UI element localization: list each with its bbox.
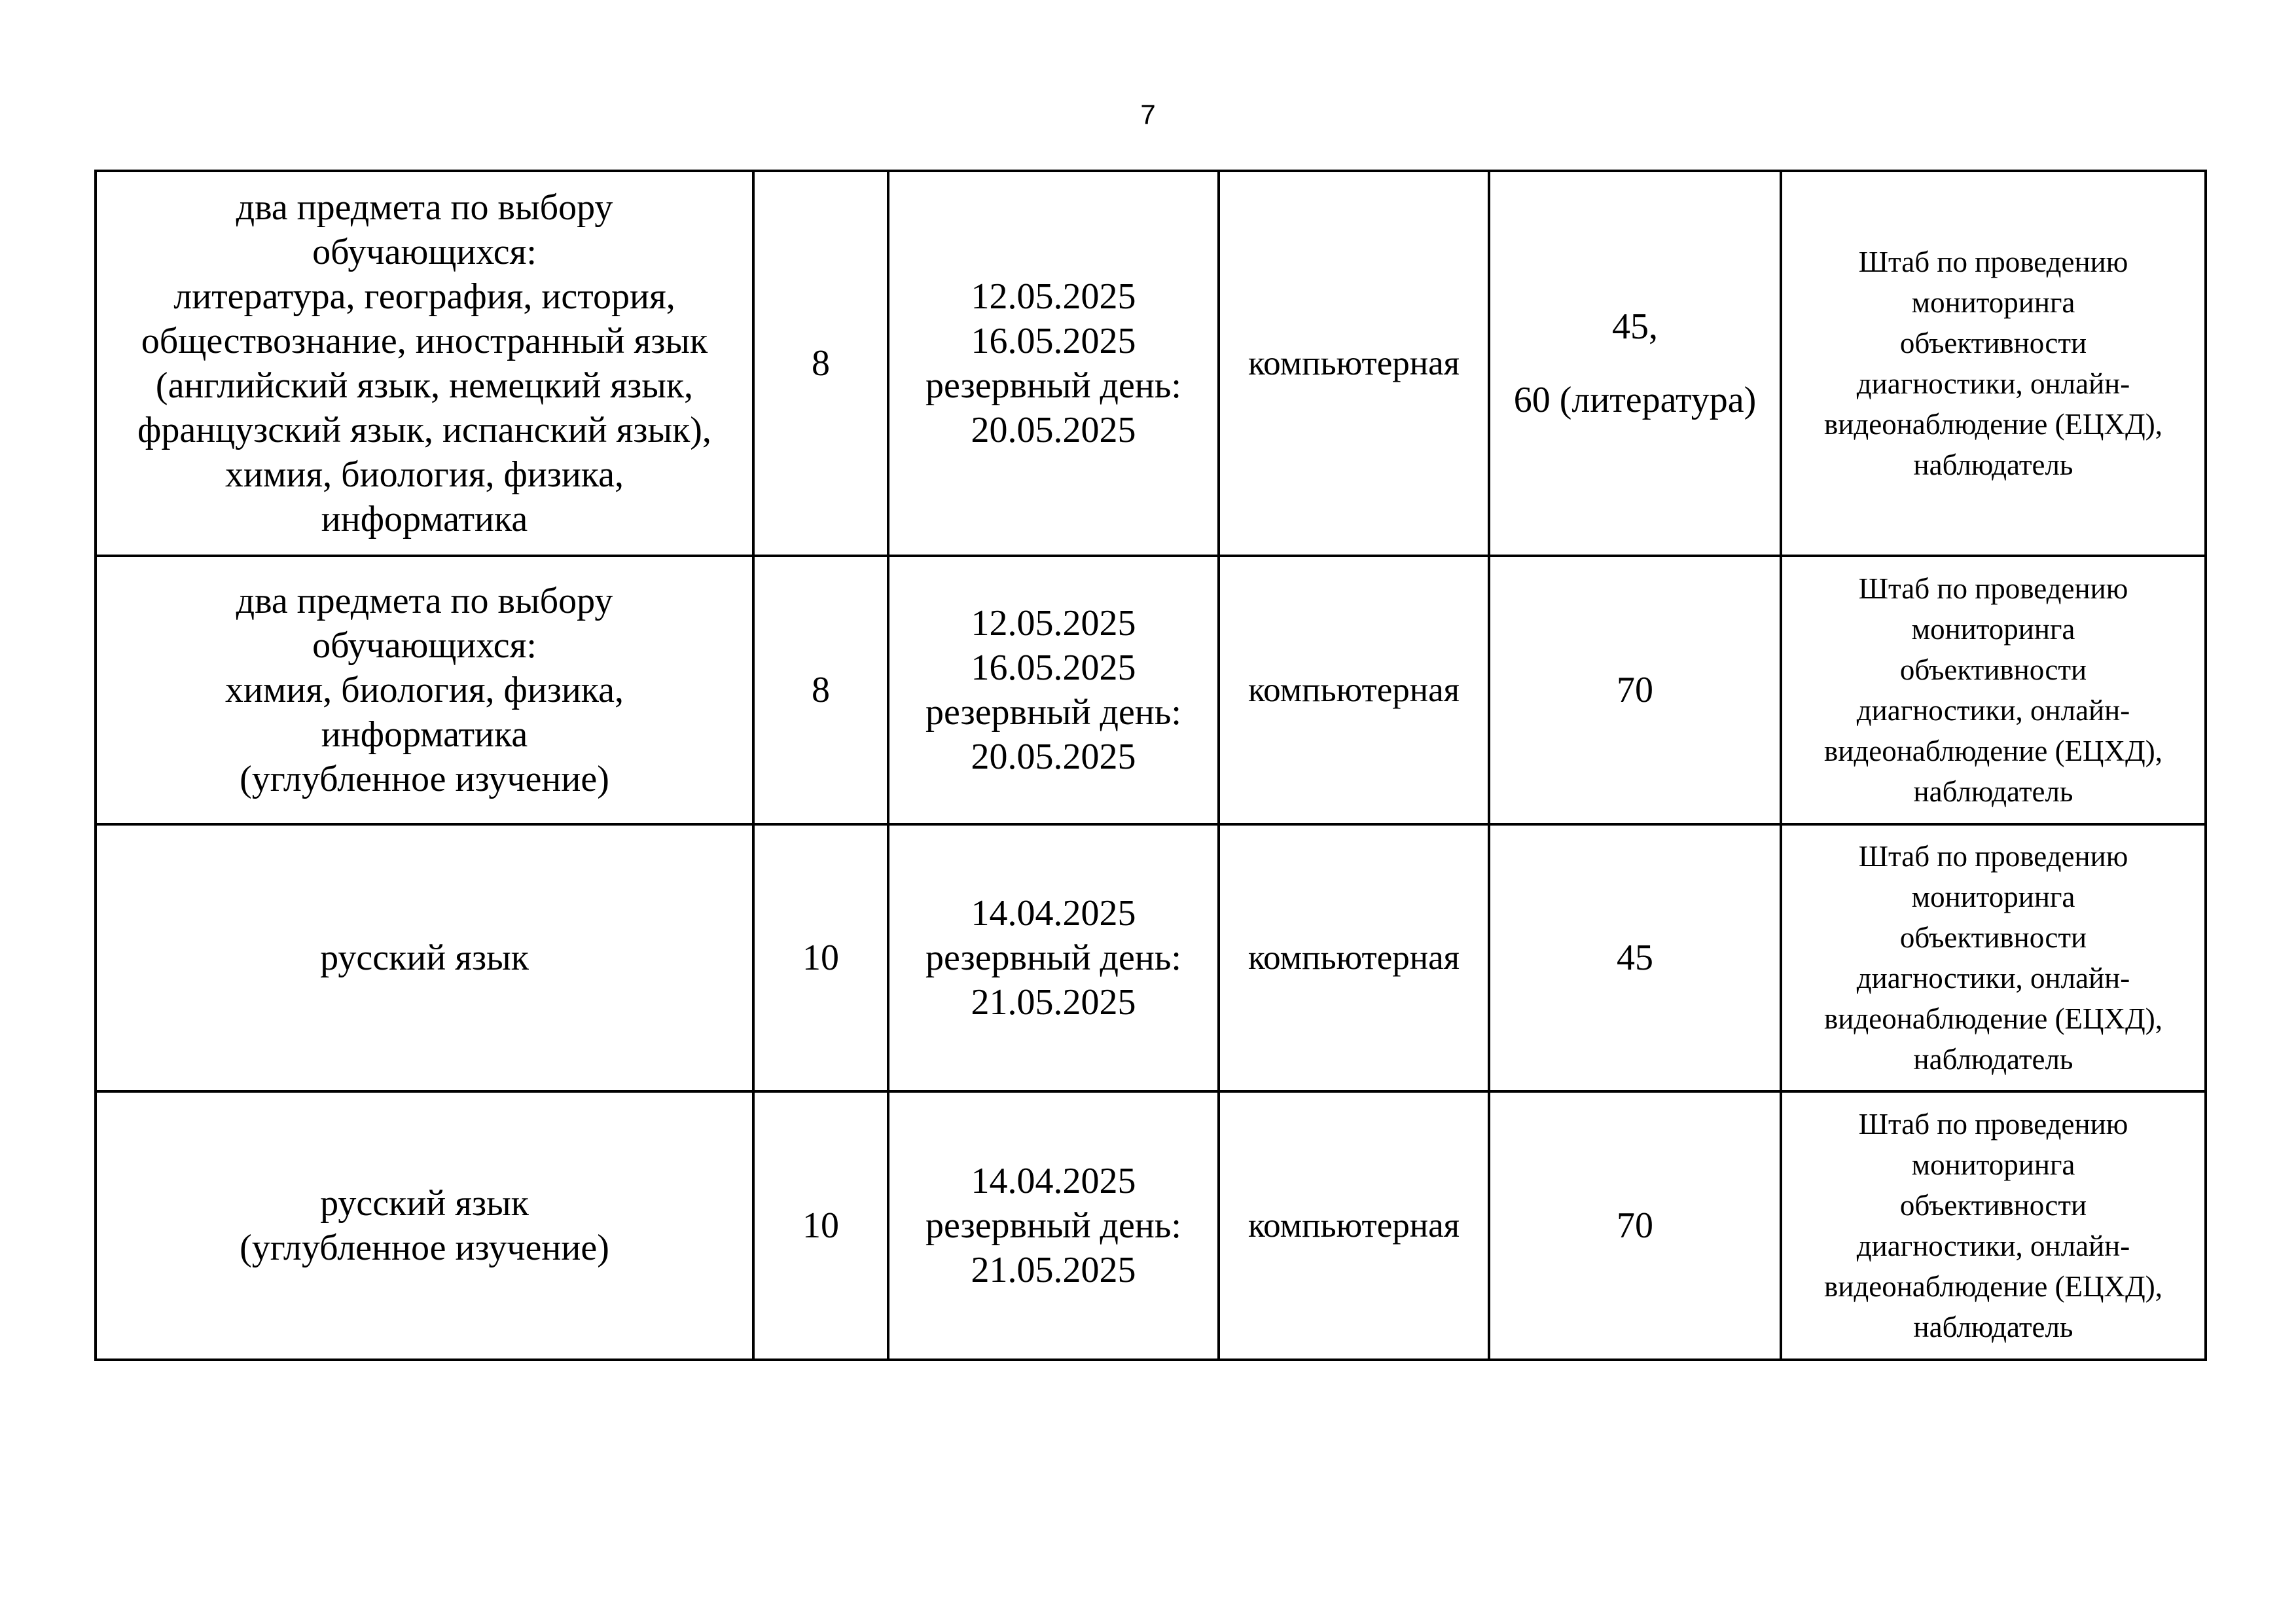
subject-line: химия, биология, физика, bbox=[224, 454, 624, 495]
duration-line: 70 bbox=[1617, 1205, 1653, 1246]
observer-line: видеонаблюдение (ЕЦХД), bbox=[1824, 1002, 2162, 1035]
observer-line: диагностики, онлайн- bbox=[1856, 694, 2130, 727]
observer-cell bbox=[1781, 556, 2206, 824]
observer-line: диагностики, онлайн- bbox=[1856, 1230, 2130, 1262]
form-cell: компьютерная bbox=[1219, 824, 1489, 1091]
date-line: 12.05.2025 bbox=[971, 603, 1136, 644]
date-cell bbox=[888, 1091, 1219, 1360]
observer-line: Штаб по проведению bbox=[1858, 246, 2128, 278]
observer-line: наблюдатель bbox=[1913, 1311, 2073, 1343]
subject-line: (углубленное изучение) bbox=[240, 1228, 609, 1268]
grade-cell: 8 bbox=[753, 556, 888, 824]
date-line: 20.05.2025 bbox=[971, 410, 1136, 450]
subject-line: обучающихся: bbox=[312, 625, 537, 666]
observer-line: объективности bbox=[1899, 921, 2087, 954]
subject-line: химия, биология, физика, bbox=[224, 670, 624, 710]
observer-line: видеонаблюдение (ЕЦХД), bbox=[1824, 1270, 2162, 1303]
observer-line: мониторинга bbox=[1911, 881, 2075, 913]
observer-cell bbox=[1781, 824, 2206, 1091]
subject-cell bbox=[96, 824, 753, 1091]
duration-line: 60 (литература) bbox=[1513, 380, 1757, 420]
subject-line: два предмета по выбору bbox=[236, 581, 613, 621]
duration-spacer bbox=[1501, 349, 1769, 378]
observer-line: мониторинга bbox=[1911, 1148, 2075, 1181]
observer-line: объективности bbox=[1899, 327, 2087, 359]
observer-line: мониторинга bbox=[1911, 286, 2075, 319]
observer-line: наблюдатель bbox=[1913, 1043, 2073, 1076]
table-row bbox=[96, 1091, 2206, 1360]
observer-cell bbox=[1781, 1091, 2206, 1360]
date-line: 14.04.2025 bbox=[971, 893, 1136, 934]
schedule-table bbox=[94, 170, 2207, 1361]
duration-cell bbox=[1489, 171, 1781, 556]
observer-line: видеонаблюдение (ЕЦХД), bbox=[1824, 408, 2162, 441]
observer-line: мониторинга bbox=[1911, 613, 2075, 646]
subject-line: обучающихся: bbox=[312, 232, 537, 272]
subject-line: обществознание, иностранный язык bbox=[141, 321, 708, 361]
form-cell: компьютерная bbox=[1219, 171, 1489, 556]
subject-cell bbox=[96, 171, 753, 556]
date-line: резервный день: bbox=[925, 692, 1181, 733]
subject-line: французский язык, испанский язык), bbox=[137, 410, 711, 450]
date-line: 12.05.2025 bbox=[971, 276, 1136, 317]
grade-cell: 10 bbox=[753, 1091, 888, 1360]
subject-line: русский язык bbox=[320, 1183, 529, 1224]
observer-line: Штаб по проведению bbox=[1858, 840, 2128, 873]
date-line: 21.05.2025 bbox=[971, 982, 1136, 1023]
date-line: резервный день: bbox=[925, 938, 1181, 978]
observer-line: Штаб по проведению bbox=[1858, 572, 2128, 605]
subject-line: (углубленное изучение) bbox=[240, 759, 609, 799]
duration-line: 45, bbox=[1612, 306, 1658, 347]
subject-line: литература, география, история, bbox=[173, 276, 675, 317]
grade-cell: 8 bbox=[753, 171, 888, 556]
subject-line: (английский язык, немецкий язык, bbox=[155, 365, 694, 406]
subject-line: два предмета по выбору bbox=[236, 187, 613, 228]
date-line: 20.05.2025 bbox=[971, 737, 1136, 777]
page-number: 7 bbox=[1140, 99, 1156, 130]
duration-line: 45 bbox=[1617, 938, 1653, 978]
observer-line: объективности bbox=[1899, 653, 2087, 686]
date-line: 16.05.2025 bbox=[971, 321, 1136, 361]
table-row bbox=[96, 556, 2206, 824]
observer-line: Штаб по проведению bbox=[1858, 1108, 2128, 1140]
date-cell bbox=[888, 556, 1219, 824]
subject-cell bbox=[96, 556, 753, 824]
subject-line: русский язык bbox=[320, 938, 529, 978]
duration-cell bbox=[1489, 824, 1781, 1091]
duration-cell bbox=[1489, 1091, 1781, 1360]
subject-cell bbox=[96, 1091, 753, 1360]
table-row bbox=[96, 171, 2206, 556]
grade-cell: 10 bbox=[753, 824, 888, 1091]
date-line: резервный день: bbox=[925, 1205, 1181, 1246]
subject-line: информатика bbox=[321, 714, 528, 755]
date-line: 21.05.2025 bbox=[971, 1250, 1136, 1290]
observer-cell bbox=[1781, 171, 2206, 556]
date-cell bbox=[888, 824, 1219, 1091]
date-cell bbox=[888, 171, 1219, 556]
observer-line: наблюдатель bbox=[1913, 448, 2073, 481]
table-row bbox=[96, 824, 2206, 1091]
observer-line: объективности bbox=[1899, 1189, 2087, 1222]
observer-line: диагностики, онлайн- bbox=[1856, 962, 2130, 994]
observer-line: наблюдатель bbox=[1913, 775, 2073, 808]
duration-cell bbox=[1489, 556, 1781, 824]
form-cell: компьютерная bbox=[1219, 556, 1489, 824]
duration-line: 70 bbox=[1617, 670, 1653, 710]
form-cell: компьютерная bbox=[1219, 1091, 1489, 1360]
observer-line: видеонаблюдение (ЕЦХД), bbox=[1824, 735, 2162, 767]
date-line: 16.05.2025 bbox=[971, 647, 1136, 688]
date-line: резервный день: bbox=[925, 365, 1181, 406]
subject-line: информатика bbox=[321, 499, 528, 539]
observer-line: диагностики, онлайн- bbox=[1856, 367, 2130, 400]
date-line: 14.04.2025 bbox=[971, 1161, 1136, 1201]
